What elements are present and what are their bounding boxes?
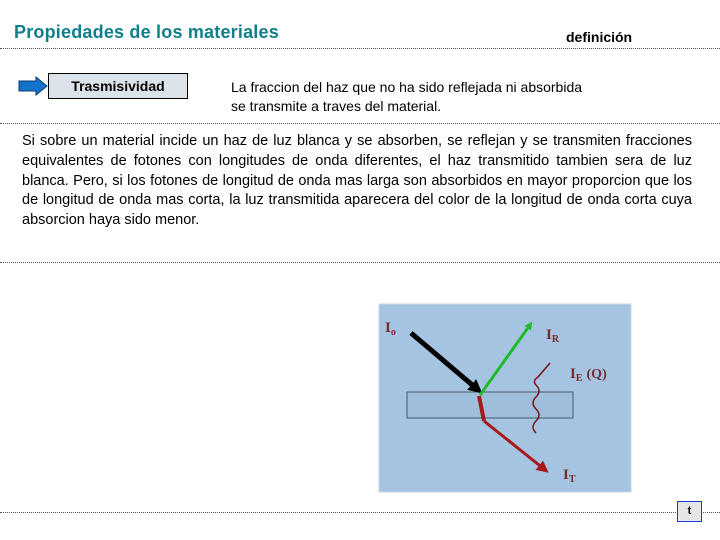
paragraph-divider: [0, 262, 720, 263]
section-subtitle: definición: [566, 29, 633, 45]
transmission-diagram: [378, 303, 632, 493]
term-label-box: Trasmisividad: [48, 73, 188, 99]
label-reflected: $I_R$: [546, 327, 560, 345]
definition-line-1: La fraccion del haz que no ha sido reflejada ni absorbida: [231, 79, 583, 95]
explanation-paragraph: Si sobre un material incide un haz de luz blanca y se absorben, se reflejan y se transmiten fracciones equivalentes de fotones con longitudes de onda diferentes, el haz transmitido tambien sera de luz blanca. Pero, si los fotones de longitud de onda mas larga son absorbidos en mayor proporcion que los de longitud de onda mas corta, la luz transmitida aparecera del color de la longitud de onda corta cuya absorcion haya sido menor.: [22, 133, 692, 229]
material-slab: [407, 392, 573, 418]
page-title: Propiedades de los materiales: [14, 22, 279, 42]
definition-text: [231, 78, 701, 116]
footer-divider: [0, 512, 720, 513]
definition-line-2: se transmite a traves del material.: [231, 98, 442, 114]
label-incident: $I_o$: [385, 320, 396, 338]
label-transmitted: $I_T$: [563, 467, 576, 485]
next-slide-button[interactable]: t: [677, 501, 702, 522]
right-arrow-icon: [18, 76, 48, 96]
definition-divider: [0, 123, 720, 124]
label-absorbed: $I_E$ (Q): [570, 366, 607, 384]
header-divider: [0, 48, 720, 49]
